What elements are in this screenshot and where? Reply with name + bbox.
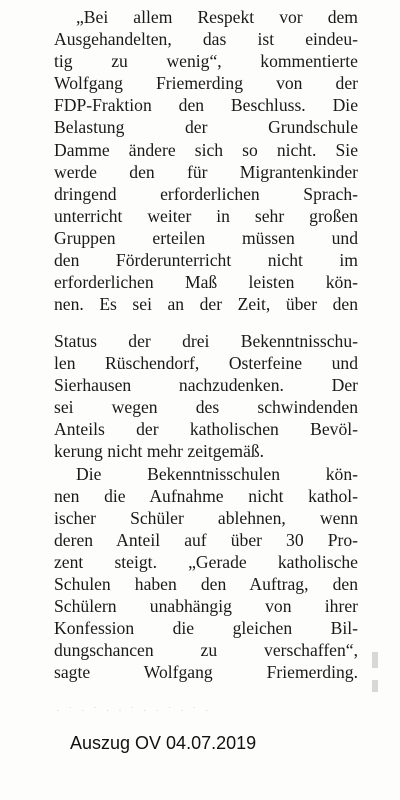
text-line: sagte Wolfgang Friemerding. <box>54 662 358 683</box>
cut-off-text-fragment: · ˙ · ˙ · · ˙ · · ˙ · ˙ · <box>56 705 212 715</box>
text-line: Anteils der katholischen Bevöl- <box>54 419 358 440</box>
text-line: dringend erforderlichen Sprach- <box>54 183 358 204</box>
text-line: FDP-Fraktion den Beschluss. Die <box>54 95 358 116</box>
paragraph-block-2 <box>54 330 358 684</box>
paragraph-block-1 <box>54 6 358 315</box>
text-line: tig zu wenig“, kommentierte <box>54 51 358 72</box>
text-line: deren Anteil auf über 30 Pro- <box>54 529 358 550</box>
text-line: werde den für Migrantenkinder <box>54 161 358 182</box>
text-line: Schülern unabhängig von ihrer <box>54 596 358 617</box>
text-line: sei wegen des schwindenden <box>54 397 358 418</box>
adjacent-column-fragment <box>372 652 378 668</box>
text-line: nen. Es sei an der Zeit, über den <box>54 294 358 315</box>
text-line: Die Bekenntnisschulen kön- <box>76 463 358 484</box>
text-line: Schulen haben den Auftrag, den <box>54 574 358 595</box>
text-line: „Bei allem Respekt vor dem <box>76 7 358 27</box>
text-line: kerung nicht mehr zeitgemäß. <box>54 441 265 462</box>
text-line: Gruppen erteilen müssen und <box>54 227 358 248</box>
text-line: Status der drei Bekenntnisschu- <box>54 331 358 351</box>
adjacent-column-fragment <box>372 680 378 692</box>
text-line: Belastung der Grundschule <box>54 117 358 138</box>
text-line: dungschancen zu verschaffen“, <box>54 640 358 661</box>
text-line: ischer Schüler ablehnen, wenn <box>54 507 358 528</box>
text-line: den Förderunterricht nicht im <box>54 250 358 271</box>
text-line: zent steigt. „Gerade katholische <box>54 551 358 572</box>
text-line: nen die Aufnahme nicht kathol- <box>54 485 358 506</box>
text-line: len Rüschendorf, Osterfeine und <box>54 353 358 374</box>
text-line: Ausgehandelten, das ist eindeu- <box>54 29 358 50</box>
source-caption: Auszug OV 04.07.2019 <box>70 733 257 753</box>
text-line: Damme ändere sich so nicht. Sie <box>54 139 358 160</box>
text-line: erforderlichen Maß leisten kön- <box>54 272 358 293</box>
text-line: Sierhausen nachzudenken. Der <box>54 375 358 396</box>
text-line: Wolfgang Friemerding von der <box>54 73 358 94</box>
text-line: Konfession die gleichen Bil- <box>54 618 358 639</box>
text-line: unterricht weiter in sehr großen <box>54 205 358 226</box>
